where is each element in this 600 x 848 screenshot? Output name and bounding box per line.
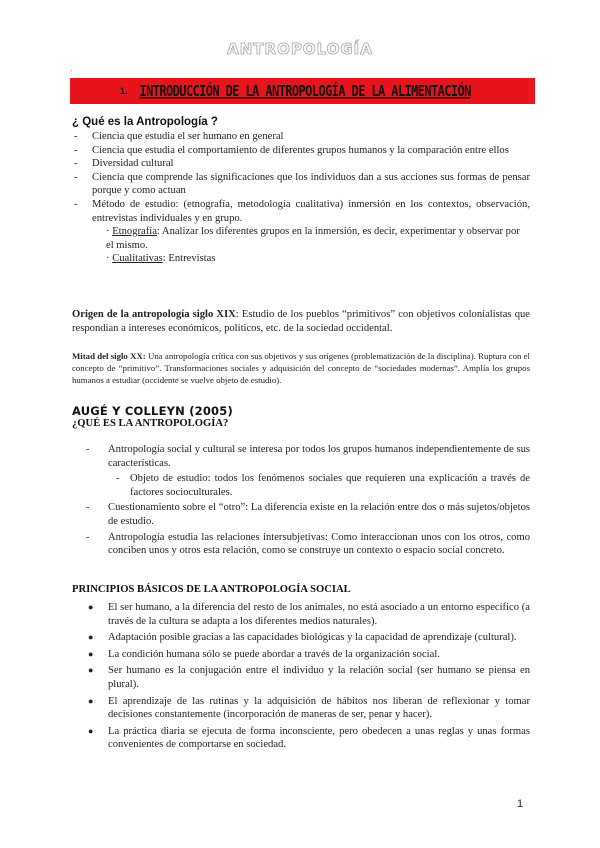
chapter-banner bbox=[70, 78, 535, 104]
list-item: - Cuestionamiento sobre el “otro”: La diferencia existe en la relación entre dos o más sujetos/objetos de estudio. bbox=[86, 502, 530, 527]
list-item: - Método de estudio: (etnografía, metodología cualitativa) inmersión en los contextos, observación, entrevistas individuales y en grupo. bbox=[74, 198, 530, 224]
list-item: - Objeto de estudio: todos los fenómenos sociales que requieren una explicación a través de factores socioculturales. bbox=[116, 473, 530, 498]
chapter-title: INTRODUCCIÓN DE LA ANTROPOLOGÍA DE LA ALIMENTACIÓN bbox=[139, 82, 471, 100]
auge-list bbox=[72, 443, 530, 558]
sub-item-etnografia: · Etnografía: Analizar los diferentes grupos en la inmersión, es decir, experimentar y observar por el mismo. bbox=[106, 226, 520, 251]
section-heading: ¿ Qué es la Antropología ? bbox=[72, 116, 218, 128]
list-item: - Ciencia que estudia el ser humano en general bbox=[74, 131, 284, 142]
list-item: ● El ser humano, a la diferencia del resto de los animales, no está asociado a un entorno específico (a través de la cultura se adapta a los diferentes medios naturales). bbox=[88, 602, 530, 627]
document-title: ANTROPOLOGÍA bbox=[227, 40, 373, 58]
section-heading: PRINCIPIOS BÁSICOS DE LA ANTROPOLOGÍA SOCIAL bbox=[72, 584, 351, 595]
principles-list bbox=[72, 601, 530, 752]
definition-list bbox=[72, 130, 530, 225]
mid-century-paragraph: Mitad del siglo XX: Una antropología crítica con sus objetivos y sus orígenes (problematización de la disciplina). Ruptura con el concepto de “primitivo”. Transformaciones sociales y adquisición del concepto de “sociedades modernas”. Amplía los grupos humanos a estudiar (occidente se vuelve objeto de estudio). bbox=[72, 351, 530, 385]
section-subheading: ¿QUÉ ES LA ANTROPOLOGÍA? bbox=[72, 418, 229, 429]
section-principles bbox=[72, 584, 530, 755]
list-item: - Ciencia que comprende las significaciones que los individuos dan a sus acciones sus formas de pensar porque y como actuan bbox=[74, 171, 530, 197]
section-auge-colleyn bbox=[72, 404, 530, 560]
chapter-number: 1. bbox=[120, 86, 128, 96]
sub-item-cualitativas: · Cualitativas: Entrevistas bbox=[106, 253, 216, 265]
tick-mark: ' bbox=[71, 70, 73, 76]
list-item: - Diversidad cultural bbox=[74, 158, 174, 170]
page-number: 1 bbox=[517, 798, 524, 810]
list-item: ● La práctica diaria se ejecuta de forma inconsciente, pero obedecen a unas reglas y unas formas convenientes de comportarse en sociedad. bbox=[88, 725, 530, 751]
list-item: ● Adaptación posible gracias a las capacidades biológicas y la capacidad de aprendizaje (cultural). bbox=[88, 632, 517, 644]
list-item: ● Ser humano es la conjugación entre el individuo y la relación social (ser humano se piensa en plural). bbox=[88, 665, 530, 690]
list-item: ● El aprendizaje de las rutinas y la adquisición de hábitos nos liberan de reflexionar y tomar decisiones constantemente (incorporación de maneras de ser, penar y hacer). bbox=[88, 695, 530, 721]
list-item: - Ciencia que estudia el comportamiento de diferentes grupos humanos y la comparación entre ellos bbox=[74, 144, 509, 156]
list-item: - Antropología estudia las relaciones intersubjetivas: Como interaccionan unos con los otros, como conciben unos y otros esta relación, como se construye un contexto o espacio social concreto. bbox=[86, 531, 530, 557]
section-heading: AUGÉ Y COLLEYN (2005) bbox=[72, 404, 233, 418]
origin-paragraph: Origen de la antropología siglo XIX: Estudio de los pueblos “primitivos” con objetivos colonialistas que respondian a intereses económicos, políticos, etc. de la sociedad occidental. bbox=[72, 309, 530, 334]
list-item: - Antropología social y cultural se interesa por todos los grupos humanos independientemente de sus características. bbox=[86, 444, 530, 469]
section-what-is-anthropology bbox=[72, 116, 530, 266]
list-item: ● La condición humana sólo se puede abordar a través de la organización social. bbox=[88, 648, 440, 660]
